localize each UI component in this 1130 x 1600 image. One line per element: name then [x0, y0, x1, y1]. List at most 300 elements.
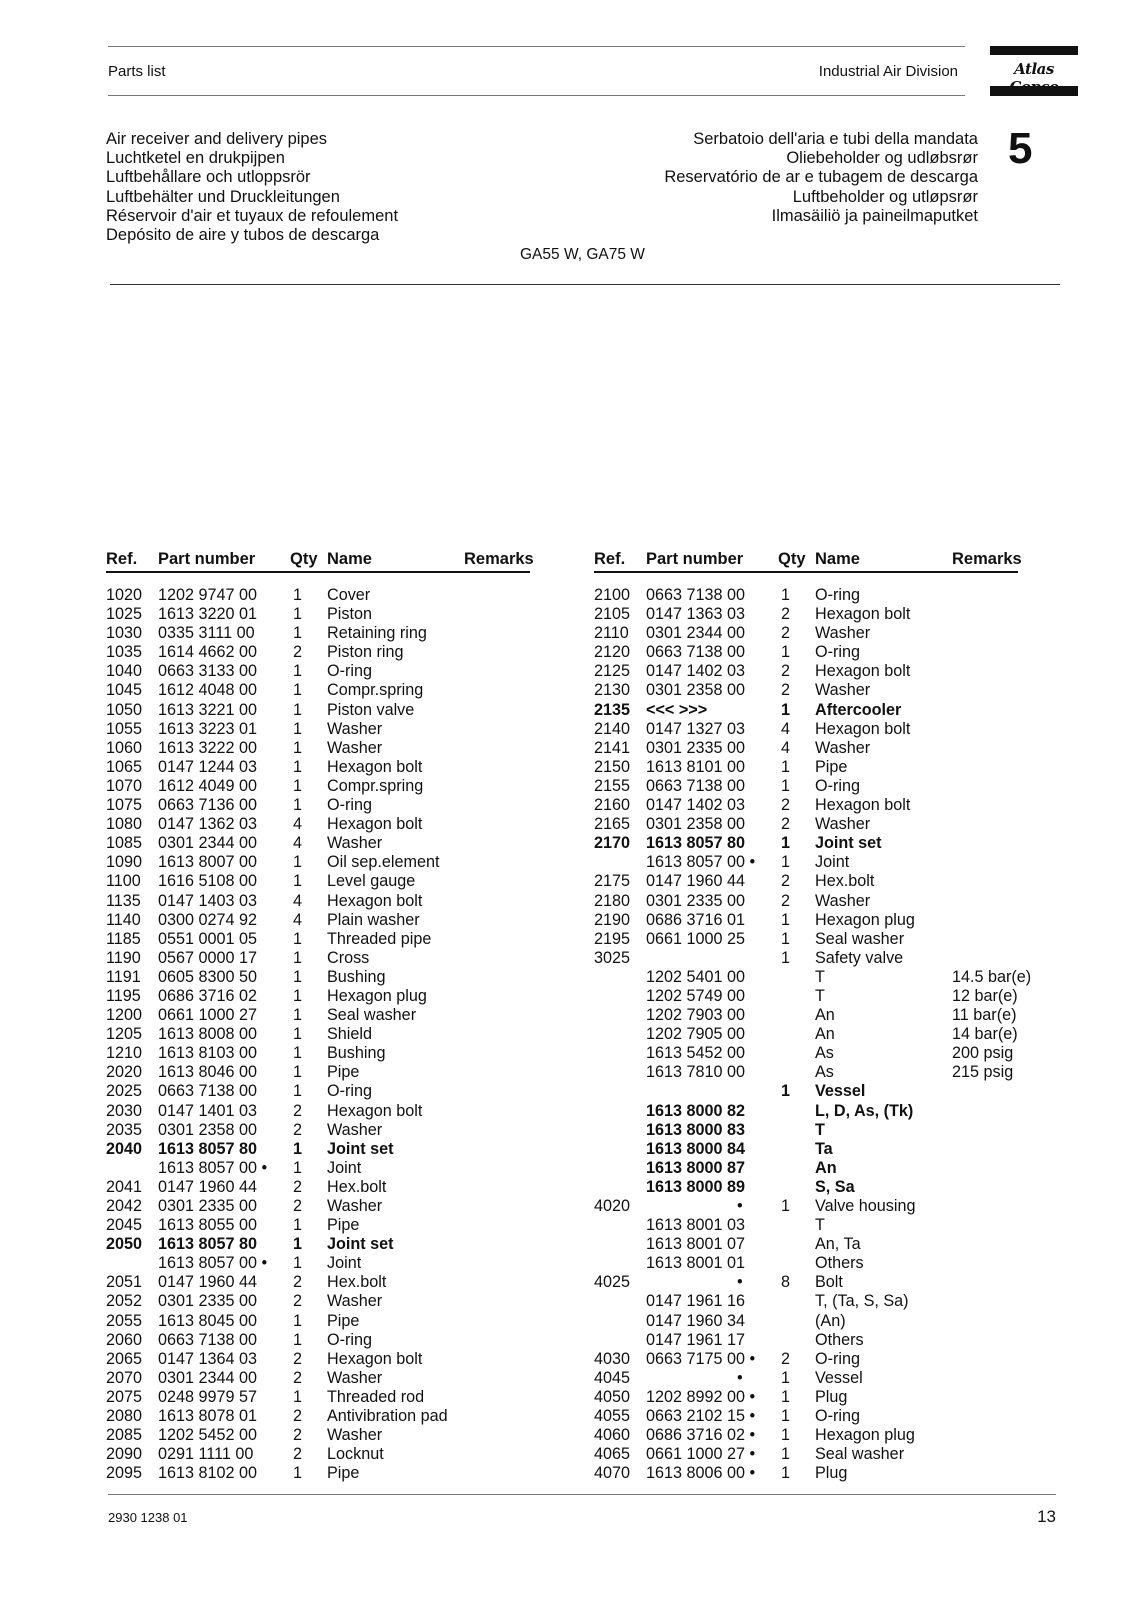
cell-part-number: <<< >>> [646, 700, 708, 719]
cell-name: Retaining ring [327, 624, 427, 643]
model-designation: GA55 W, GA75 W [520, 246, 645, 263]
cell-ref: 1135 [106, 891, 141, 910]
cell-qty: 1 [293, 586, 303, 604]
cell-qty: 1 [293, 1044, 303, 1063]
cell-name: S, Sa [815, 1177, 855, 1196]
cell-qty: 2 [293, 1407, 303, 1426]
cell-part-number: 0301 2358 00 [158, 1120, 258, 1139]
cell-qty: 1 [293, 719, 303, 738]
cell-qty: 1 [293, 1006, 303, 1025]
cell-ref: 2180 [594, 891, 631, 910]
cell-name: Washer [327, 1368, 383, 1387]
cell-name: Plain washer [327, 910, 420, 929]
section-number: 5 [1008, 124, 1033, 173]
col-header-ref: Ref. [106, 550, 138, 568]
cell-ref: 2080 [106, 1407, 143, 1426]
cell-ref: 1100 [106, 872, 141, 891]
cell-qty: 4 [293, 815, 303, 834]
cell-ref: 3025 [594, 948, 631, 967]
title-line: Luchtketel en drukpijpen [106, 149, 285, 168]
cell-name: Pipe [327, 1216, 360, 1235]
cell-ref: 1190 [106, 948, 141, 967]
cell-qty: 1 [293, 700, 303, 719]
cell-name: T, (Ta, S, Sa) [815, 1292, 909, 1311]
cell-part-number: 0663 7175 00 • [646, 1349, 756, 1368]
cell-ref: 1090 [106, 853, 143, 872]
cell-name: Pipe [327, 1311, 360, 1330]
cell-qty: 1 [781, 700, 791, 719]
cell-part-number: 0300 0274 92 [158, 910, 258, 929]
cell-qty: 8 [781, 1273, 791, 1292]
cell-name: Threaded pipe [327, 929, 432, 948]
cell-part-number: 1613 8046 00 [158, 1063, 258, 1082]
cell-qty: 1 [293, 948, 303, 967]
col-header-name: Name [327, 550, 372, 568]
title-line: Luftbehållare och utloppsrör [106, 168, 311, 187]
cell-ref: 4060 [594, 1426, 631, 1445]
cell-part-number: 1613 8057 80 [158, 1235, 258, 1254]
cell-ref: 2130 [594, 681, 631, 700]
cell-ref: 2105 [594, 605, 631, 624]
cell-name: An [815, 1006, 835, 1025]
cell-qty: 1 [781, 1407, 791, 1426]
cell-part-number: 0147 1402 03 [646, 796, 746, 815]
cell-name: Compr.spring [327, 681, 424, 700]
cell-part-number: 1613 8000 82 [646, 1101, 746, 1120]
cell-qty: 1 [293, 967, 303, 986]
cell-qty: 1 [293, 624, 303, 643]
cell-qty: 1 [293, 872, 303, 891]
cell-name: T [815, 1216, 825, 1235]
cell-ref: 1045 [106, 681, 143, 700]
col-header-part-number: Part number [158, 550, 256, 568]
cell-part-number: 0663 7138 00 [158, 1330, 258, 1349]
cell-qty: 1 [293, 1235, 303, 1254]
cell-name: Joint set [327, 1235, 394, 1254]
cell-name: Piston ring [327, 643, 404, 662]
cell-part-number: 0248 9979 57 [158, 1387, 258, 1406]
cell-qty: 2 [293, 1368, 303, 1387]
cell-part-number: 0301 2358 00 [646, 681, 746, 700]
cell-name: O-ring [327, 796, 372, 815]
cell-part-number: 1613 8103 00 [158, 1044, 258, 1063]
cell-part-number: 1613 8000 83 [646, 1120, 746, 1139]
cell-part-number: 0147 1364 03 [158, 1349, 258, 1368]
cell-part-number: 0301 2344 00 [158, 834, 258, 853]
col-header-part-number: Part number [646, 550, 744, 568]
cell-ref: 1040 [106, 662, 143, 681]
footer-rule [108, 1494, 1056, 1495]
cell-part-number: 1613 8006 00 • [646, 1464, 756, 1483]
cell-qty: 1 [781, 1387, 791, 1406]
cell-qty: 1 [781, 948, 791, 967]
cell-name: Threaded rod [327, 1387, 425, 1406]
cell-ref: 1080 [106, 815, 143, 834]
cell-ref: 2030 [106, 1101, 143, 1120]
cell-name: Valve housing [815, 1197, 916, 1215]
cell-ref: 4025 [594, 1273, 631, 1292]
cell-name: Joint set [815, 834, 882, 853]
cell-part-number: 1616 5108 00 [158, 872, 258, 891]
cell-part-number: 1613 3220 01 [158, 605, 258, 624]
cell-part-number: 0301 2344 00 [646, 624, 746, 643]
cell-name: Hexagon plug [815, 1426, 915, 1445]
cell-name: Joint [815, 853, 850, 872]
cell-qty: 1 [781, 1464, 791, 1483]
cell-remarks: 12 bar(e) [952, 986, 1018, 1005]
col-header-qty: Qty [290, 550, 318, 568]
cell-ref: 2025 [106, 1082, 143, 1101]
cell-name: O-ring [327, 1082, 372, 1101]
cell-name: Cover [327, 586, 371, 604]
cell-part-number: 1613 8078 01 [158, 1407, 258, 1426]
cell-part-number: 0686 3716 01 [646, 910, 746, 929]
cell-name: Pipe [327, 1063, 360, 1082]
cell-qty: 4 [781, 738, 791, 757]
cell-ref: 2075 [106, 1387, 143, 1406]
cell-name: O-ring [327, 662, 372, 681]
cell-ref: 2125 [594, 662, 631, 681]
cell-part-number: 0301 2358 00 [646, 815, 746, 834]
cell-qty: 2 [293, 1120, 303, 1139]
cell-name: Hexagon bolt [327, 757, 423, 776]
cell-ref: 2155 [594, 776, 631, 795]
title-list-right [664, 130, 978, 226]
col-header-ref: Ref. [594, 550, 626, 568]
cell-name: T [815, 1120, 825, 1139]
cell-ref: 1200 [106, 1006, 143, 1025]
cell-part-number: 1613 3222 00 [158, 738, 258, 757]
cell-ref: 1185 [106, 929, 141, 948]
cell-name: Hexagon plug [327, 986, 427, 1005]
cell-name: Joint [327, 1254, 362, 1273]
cell-qty: 1 [293, 1464, 303, 1483]
cell-name: O-ring [815, 1349, 860, 1368]
cell-ref: 2085 [106, 1426, 143, 1445]
cell-qty: 2 [293, 1426, 303, 1445]
cell-qty: 2 [293, 643, 303, 662]
cell-qty: 2 [781, 624, 791, 643]
cell-qty: 1 [781, 757, 791, 776]
cell-name: Washer [815, 624, 871, 643]
cell-ref: 2070 [106, 1368, 143, 1387]
col-header-name: Name [815, 550, 860, 568]
cell-ref: 4045 [594, 1368, 631, 1387]
cell-name: Pipe [327, 1464, 360, 1483]
cell-part-number: 1612 4049 00 [158, 776, 258, 795]
cell-name: Hexagon bolt [327, 891, 423, 910]
cell-name: Others [815, 1330, 864, 1349]
cell-ref: 2040 [106, 1139, 143, 1158]
cell-qty: 2 [781, 815, 791, 834]
cell-name: Seal washer [815, 929, 905, 948]
cell-ref: 2090 [106, 1445, 143, 1464]
cell-qty: 1 [293, 1216, 303, 1235]
cell-ref: 2141 [594, 738, 631, 757]
cell-part-number: 0301 2344 00 [158, 1368, 258, 1387]
cell-part-number: 0147 1960 44 [646, 872, 746, 891]
cell-qty: 1 [293, 681, 303, 700]
cell-name: Washer [327, 1197, 383, 1215]
cell-part-number: 0301 2335 00 [158, 1292, 258, 1311]
cell-ref: 2135 [594, 700, 631, 719]
atlas-copco-logo [990, 46, 1078, 98]
cell-ref: 4070 [594, 1464, 631, 1483]
cell-part-number: 0663 7138 00 [158, 1082, 258, 1101]
cell-ref: 2020 [106, 1063, 143, 1082]
cell-qty: 1 [293, 662, 303, 681]
cell-name: T [815, 986, 825, 1005]
table-header-rule [594, 571, 1018, 573]
cell-name: Bolt [815, 1273, 843, 1292]
cell-name: Pipe [815, 757, 848, 776]
cell-ref: 1050 [106, 700, 143, 719]
cell-name: Shield [327, 1025, 372, 1044]
cell-part-number: 1613 8001 01 [646, 1254, 746, 1273]
cell-qty: 1 [781, 929, 791, 948]
cell-qty: 2 [781, 681, 791, 700]
cell-name: Hexagon bolt [815, 662, 911, 681]
cell-part-number: 0661 1000 25 [646, 929, 746, 948]
cell-part-number: 1613 8045 00 [158, 1311, 258, 1330]
cell-qty: 1 [781, 1368, 791, 1387]
cell-part-number: 1613 8000 87 [646, 1158, 746, 1177]
cell-part-number: • [737, 1273, 743, 1292]
cell-qty: 1 [781, 776, 791, 795]
cell-name: Vessel [815, 1082, 866, 1101]
cell-name: Washer [327, 834, 383, 853]
cell-ref: 2190 [594, 910, 631, 929]
header-top-rule [108, 46, 965, 47]
cell-qty: 1 [781, 643, 791, 662]
title-line: Depósito de aire y tubos de descarga [106, 226, 380, 245]
cell-qty: 1 [293, 1063, 303, 1082]
cell-qty: 1 [293, 796, 303, 815]
cell-ref: 2055 [106, 1311, 143, 1330]
cell-name: Hexagon bolt [327, 815, 423, 834]
col-header-qty: Qty [778, 550, 806, 568]
cell-ref: 1030 [106, 624, 143, 643]
cell-part-number: 0291 1111 00 [158, 1445, 254, 1464]
cell-part-number: 1613 8001 07 [646, 1235, 746, 1254]
cell-ref: 2165 [594, 815, 631, 834]
col-header-remarks: Remarks [952, 550, 1022, 568]
cell-qty: 1 [293, 986, 303, 1005]
cell-part-number: 1613 8057 00 • [646, 853, 756, 872]
cell-part-number: 1613 5452 00 [646, 1044, 746, 1063]
cell-name: Oil sep.element [327, 853, 440, 872]
cell-ref: 1085 [106, 834, 143, 853]
cell-part-number: 1202 5749 00 [646, 986, 746, 1005]
cell-name: Hexagon bolt [815, 719, 911, 738]
cell-part-number: 1613 8055 00 [158, 1216, 258, 1235]
cell-name: Aftercooler [815, 700, 902, 719]
cell-ref: 1055 [106, 719, 143, 738]
cell-part-number: 0605 8300 50 [158, 967, 258, 986]
cell-name: Hex.bolt [327, 1177, 387, 1196]
cell-ref: 1065 [106, 757, 143, 776]
cell-part-number: 0147 1244 03 [158, 757, 258, 776]
cell-name: Hex.bolt [815, 872, 875, 891]
cell-name: Washer [327, 1292, 383, 1311]
cell-name: Compr.spring [327, 776, 424, 795]
cell-ref: 1210 [106, 1044, 143, 1063]
cell-qty: 1 [781, 1082, 791, 1101]
cell-qty: 1 [293, 738, 303, 757]
cell-name: O-ring [815, 586, 860, 604]
cell-part-number: 1613 8007 00 [158, 853, 258, 872]
cell-part-number: 1613 8000 89 [646, 1177, 746, 1196]
cell-qty: 1 [293, 853, 303, 872]
cell-qty: 1 [293, 1082, 303, 1101]
cell-part-number: 0686 3716 02 [158, 986, 258, 1005]
cell-remarks: 11 bar(e) [952, 1006, 1017, 1025]
cell-name: Hexagon bolt [815, 796, 911, 815]
cell-name: Joint set [327, 1139, 394, 1158]
cell-part-number: 1202 9747 00 [158, 586, 258, 604]
cell-qty: 2 [781, 605, 791, 624]
cell-name: Washer [327, 719, 383, 738]
cell-part-number: 0147 1961 17 [646, 1330, 746, 1349]
cell-part-number: 0147 1960 44 [158, 1273, 258, 1292]
cell-name: Vessel [815, 1368, 863, 1387]
cell-name: Piston [327, 605, 372, 624]
cell-ref: 2100 [594, 586, 631, 604]
cell-name: T [815, 967, 825, 986]
cell-ref: 1035 [106, 643, 143, 662]
cell-ref: 2120 [594, 643, 631, 662]
cell-name: Cross [327, 948, 370, 967]
cell-ref: 1205 [106, 1025, 143, 1044]
cell-ref: 2052 [106, 1292, 143, 1311]
cell-ref: 2050 [106, 1235, 143, 1254]
cell-qty: 1 [781, 910, 791, 929]
cell-ref: 4050 [594, 1387, 631, 1406]
cell-part-number: 0663 7136 00 [158, 796, 258, 815]
cell-name: Seal washer [327, 1006, 417, 1025]
cell-part-number: 1613 8008 00 [158, 1025, 258, 1044]
cell-qty: 1 [293, 1254, 303, 1273]
cell-name: Ta [815, 1139, 833, 1158]
table-header-rule [106, 571, 530, 573]
cell-ref: 2150 [594, 757, 631, 776]
cell-name: Hexagon plug [815, 910, 915, 929]
cell-ref: 1195 [106, 986, 141, 1005]
cell-name: As [815, 1044, 834, 1063]
cell-ref: 4055 [594, 1407, 631, 1426]
cell-part-number: 1613 8001 03 [646, 1216, 746, 1235]
cell-part-number: 1613 8057 80 [158, 1139, 258, 1158]
cell-part-number: 0301 2335 00 [646, 891, 746, 910]
cell-name: Bushing [327, 1044, 386, 1063]
cell-name: An [815, 1158, 837, 1177]
cell-qty: 2 [293, 1349, 303, 1368]
cell-ref: 4030 [594, 1349, 631, 1368]
cell-part-number: 0663 3133 00 [158, 662, 258, 681]
logo-wordmark: Atlas [1014, 60, 1054, 78]
cell-qty: 1 [293, 605, 303, 624]
cell-name: O-ring [815, 643, 860, 662]
cell-qty: 1 [293, 1025, 303, 1044]
cell-name: An [815, 1025, 835, 1044]
cell-part-number: 1613 3223 01 [158, 719, 258, 738]
cell-part-number: 1202 7905 00 [646, 1025, 746, 1044]
cell-name: As [815, 1063, 834, 1082]
cell-name: Level gauge [327, 872, 416, 891]
cell-name: Safety valve [815, 948, 904, 967]
cell-part-number: 0663 7138 00 [646, 776, 746, 795]
cell-ref: 2195 [594, 929, 631, 948]
cell-name: Antivibration pad [327, 1407, 448, 1426]
cell-name: Washer [815, 891, 871, 910]
cell-part-number: 1613 8000 84 [646, 1139, 746, 1158]
cell-qty: 1 [781, 586, 791, 604]
cell-part-number: 0147 1960 44 [158, 1177, 258, 1196]
cell-ref: 1140 [106, 910, 141, 929]
cell-part-number: 1202 8992 00 • [646, 1387, 756, 1406]
cell-name: Washer [815, 681, 871, 700]
cell-remarks: 14.5 bar(e) [952, 967, 1032, 986]
cell-part-number: 1613 3221 00 [158, 700, 258, 719]
cell-name: An, Ta [815, 1235, 861, 1254]
cell-qty: 2 [781, 662, 791, 681]
cell-qty: 1 [293, 776, 303, 795]
cell-part-number: 0663 2102 15 • [646, 1407, 756, 1426]
cell-part-number: 1202 7903 00 [646, 1006, 746, 1025]
cell-name: Plug [815, 1387, 848, 1406]
cell-qty: 2 [293, 1292, 303, 1311]
cell-qty: 2 [781, 891, 791, 910]
title-list-left [106, 130, 398, 245]
cell-part-number: 1202 5401 00 [646, 967, 746, 986]
cell-qty: 1 [781, 1426, 791, 1445]
title-line: Luftbehälter und Druckleitungen [106, 187, 340, 206]
title-line: Luftbeholder og utløpsrør [792, 187, 978, 206]
cell-part-number: 0147 1362 03 [158, 815, 258, 834]
cell-qty: 4 [293, 910, 303, 929]
cell-part-number: 1613 8057 00 • [158, 1158, 268, 1177]
cell-name: Washer [815, 738, 871, 757]
cell-name: Hex.bolt [327, 1273, 387, 1292]
cell-ref: 1191 [106, 967, 141, 986]
cell-ref: 2060 [106, 1330, 143, 1349]
cell-part-number: 0147 1402 03 [646, 662, 746, 681]
cell-qty: 1 [293, 1330, 303, 1349]
cell-ref: 1075 [106, 796, 143, 815]
cell-part-number: 1613 8102 00 [158, 1464, 258, 1483]
cell-qty: 2 [781, 1349, 791, 1368]
header-bottom-rule [108, 95, 965, 96]
title-line: Oliebeholder og udløbsrør [786, 149, 978, 168]
cell-qty: 2 [293, 1177, 303, 1196]
cell-part-number: 1202 5452 00 [158, 1426, 258, 1445]
cell-qty: 1 [781, 853, 791, 872]
cell-part-number: • [737, 1368, 743, 1387]
cell-qty: 1 [293, 1387, 303, 1406]
cell-ref: 1070 [106, 776, 143, 795]
title-bottom-rule [110, 284, 1060, 285]
cell-qty: 2 [293, 1273, 303, 1292]
cell-part-number: 0686 3716 02 • [646, 1426, 756, 1445]
cell-ref: 2051 [106, 1273, 143, 1292]
page-number: 13 [1037, 1507, 1056, 1526]
cell-ref: 4065 [594, 1445, 631, 1464]
cell-ref: 2140 [594, 719, 631, 738]
cell-ref: 4020 [594, 1197, 631, 1215]
cell-name: Hexagon bolt [327, 1101, 423, 1120]
cell-name: O-ring [815, 776, 860, 795]
cell-qty: 1 [293, 1311, 303, 1330]
